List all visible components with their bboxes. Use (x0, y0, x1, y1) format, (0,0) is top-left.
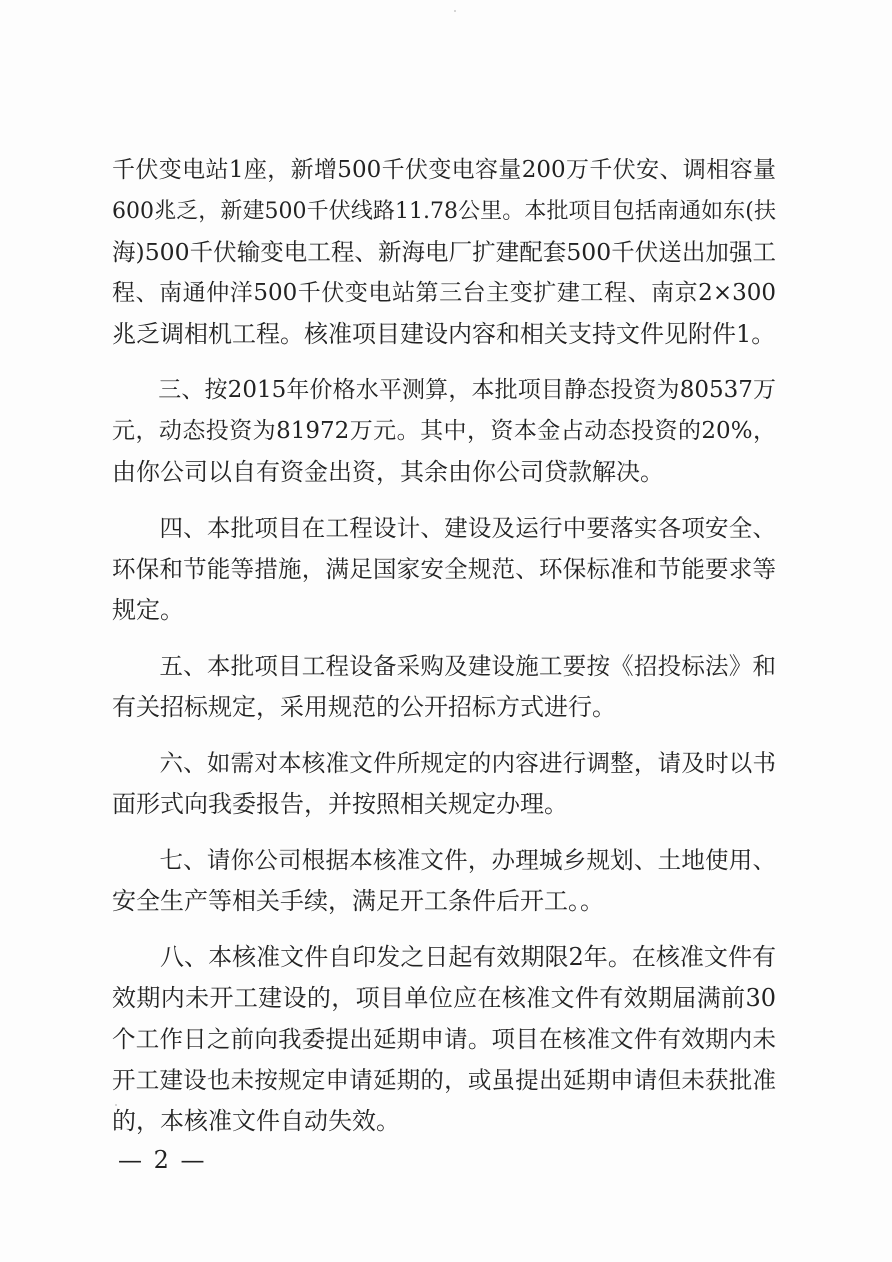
paragraph-validity (112, 937, 776, 1142)
text-line: 效期内未开工建设的，项目单位应在核准文件有效期届满前30 (112, 984, 776, 1012)
text-line: 的，本核准文件自动失效。 (112, 1107, 400, 1135)
scan-speck (454, 10, 456, 12)
text-line: 开工建设也未按规定申请延期的，或虽提出延期申请但未获批准 (112, 1066, 776, 1094)
paragraph-safety-environment (112, 508, 776, 631)
text-line: 元，动态投资为81972万元。其中，资本金占动态投资的20%， (112, 418, 776, 444)
paragraph-investment (112, 370, 776, 493)
text-line: 六、如需对本核准文件所规定的内容进行调整，请及时以书 (112, 749, 776, 777)
text-line: 面形式向我委报告，并按照相关规定办理。 (112, 790, 568, 818)
text-line: 600兆乏，新建500千伏线路11.78公里。本批项目包括南通如东(扶 (112, 199, 776, 224)
text-line: 兆乏调相机工程。核准项目建设内容和相关支持文件见附件1。 (112, 320, 776, 348)
scan-speck (115, 1104, 117, 1106)
paragraph-permits (112, 840, 776, 922)
paragraph-project-scope (112, 150, 776, 355)
text-line: 四、本批项目在工程设计、建设及运行中要落实各项安全、 (112, 514, 776, 542)
text-line: 七、请你公司根据本核准文件，办理城乡规划、土地使用、 (112, 846, 776, 874)
text-line: 三、按2015年价格水平测算，本批项目静态投资为80537万 (112, 377, 776, 403)
document-body (112, 150, 776, 1142)
paragraph-procurement (112, 646, 776, 728)
text-line: 由你公司以自有资金出资，其余由你公司贷款解决。 (112, 458, 664, 486)
text-line: 八、本核准文件自印发之日起有效期限2年。在核准文件有 (112, 943, 776, 971)
text-line: 安全生产等相关手续，满足开工条件后开工。。 (112, 887, 604, 915)
text-line: 环保和节能等措施，满足国家安全规范、环保标准和节能要求等 (112, 555, 776, 583)
paragraph-adjustment (112, 743, 776, 825)
text-line: 程、南通仲洋500千伏变电站第三台主变扩建工程、南京2×300 (112, 280, 776, 306)
text-line: 千伏变电站1座，新增500千伏变电容量200万千伏安、调相容量 (112, 157, 776, 183)
text-line: 海)500千伏输变电工程、新海电厂扩建配套500千伏送出加强工 (112, 238, 776, 266)
text-line: 个工作日之前向我委提出延期申请。项目在核准文件有效期内未 (112, 1025, 776, 1053)
text-line: 五、本批项目工程设备采购及建设施工要按《招投标法》和 (112, 652, 776, 680)
text-line: 有关招标规定，采用规范的公开招标方式进行。 (112, 693, 616, 721)
page-number: — 2 — (118, 1146, 207, 1174)
text-line: 规定。 (112, 596, 184, 624)
